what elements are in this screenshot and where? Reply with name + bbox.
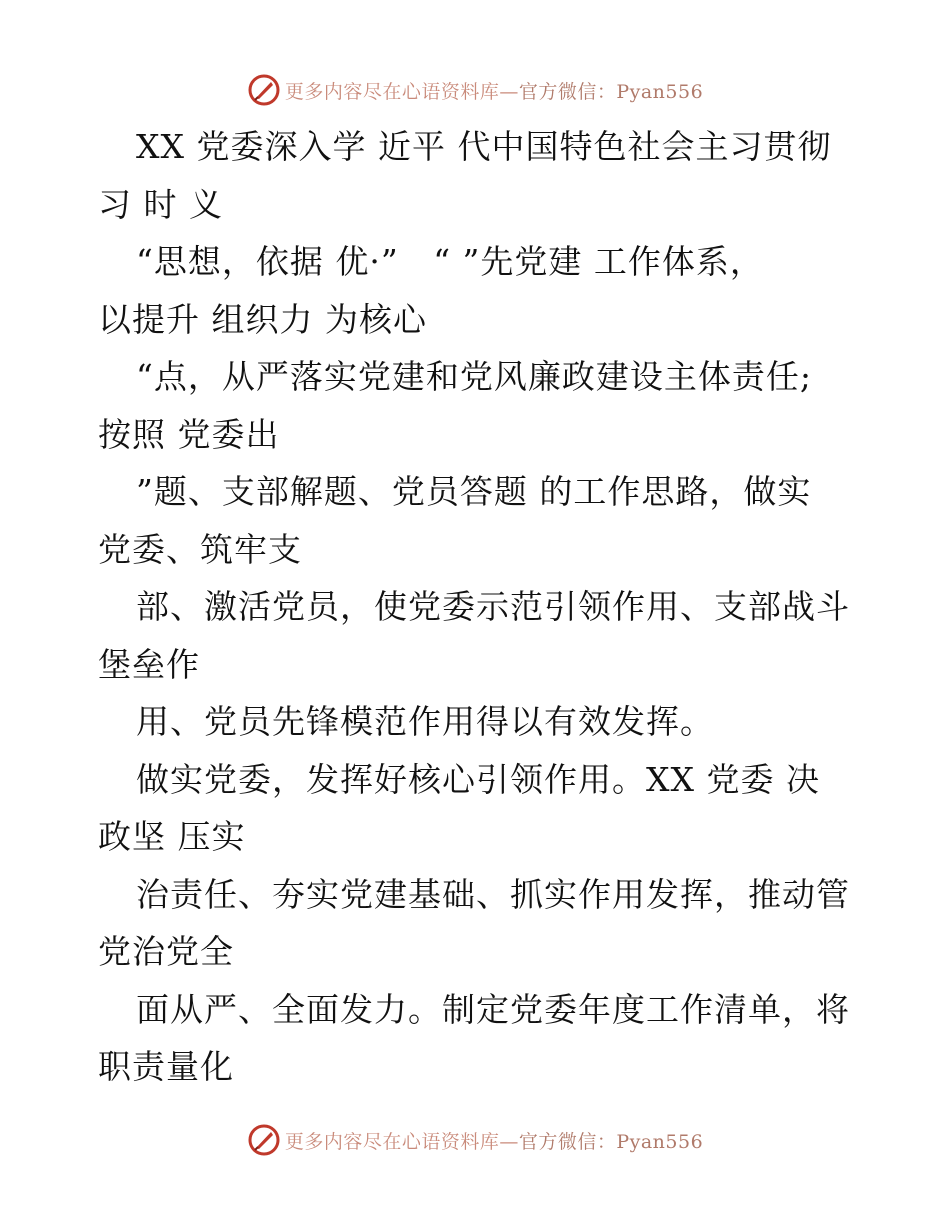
banner-text: 更多内容尽在心语资料库—官方微信：Pyan556 <box>284 1130 704 1153</box>
footer-banner <box>0 1120 950 1160</box>
text-line: “点，从严落实党建和党风廉政建设主体责任; <box>136 357 812 396</box>
text-line: 做实党委，发挥好核心引领作用。XX 党委 决 <box>136 759 820 799</box>
text-line: 党治党全 <box>98 932 234 971</box>
text-line: 堡垒作 <box>98 644 200 684</box>
banner-text: 更多内容尽在心语资料库—官方微信：Pyan556 <box>284 80 704 103</box>
text-line: 政坚 压实 <box>98 817 246 856</box>
document-body <box>98 118 858 1096</box>
quill-logo-icon <box>247 1123 281 1157</box>
text-line: ”题、支部解题、党员答题 的工作思路，做实 <box>136 472 812 511</box>
text-line: 习 时 义 <box>98 184 223 224</box>
text-line: 按照 党委出 <box>98 414 280 454</box>
text-line: 面从严、全面发力。制定党委年度工作清单，将 <box>136 989 850 1029</box>
text-line: 以提升 组织力 为核心 <box>98 299 427 339</box>
text-line: 部、激活党员，使党委示范引领作用、支部战斗 <box>136 587 850 626</box>
text-line: 党委、筑牢支 <box>98 529 302 569</box>
text-line: “思想，依据 优·” “ ”先党建 工作体系， <box>136 242 764 281</box>
text-line: 用、党员先锋模范作用得以有效发挥。 <box>136 702 714 741</box>
header-banner <box>0 70 950 110</box>
text-line: XX 党委深入学 近平 代中国特色社会主习贯彻 <box>136 127 832 166</box>
quill-logo-icon <box>247 73 281 107</box>
text-line: 职责量化 <box>98 1047 234 1086</box>
text-line: 治责任、夯实党建基础、抓实作用发挥，推动管 <box>136 874 850 914</box>
